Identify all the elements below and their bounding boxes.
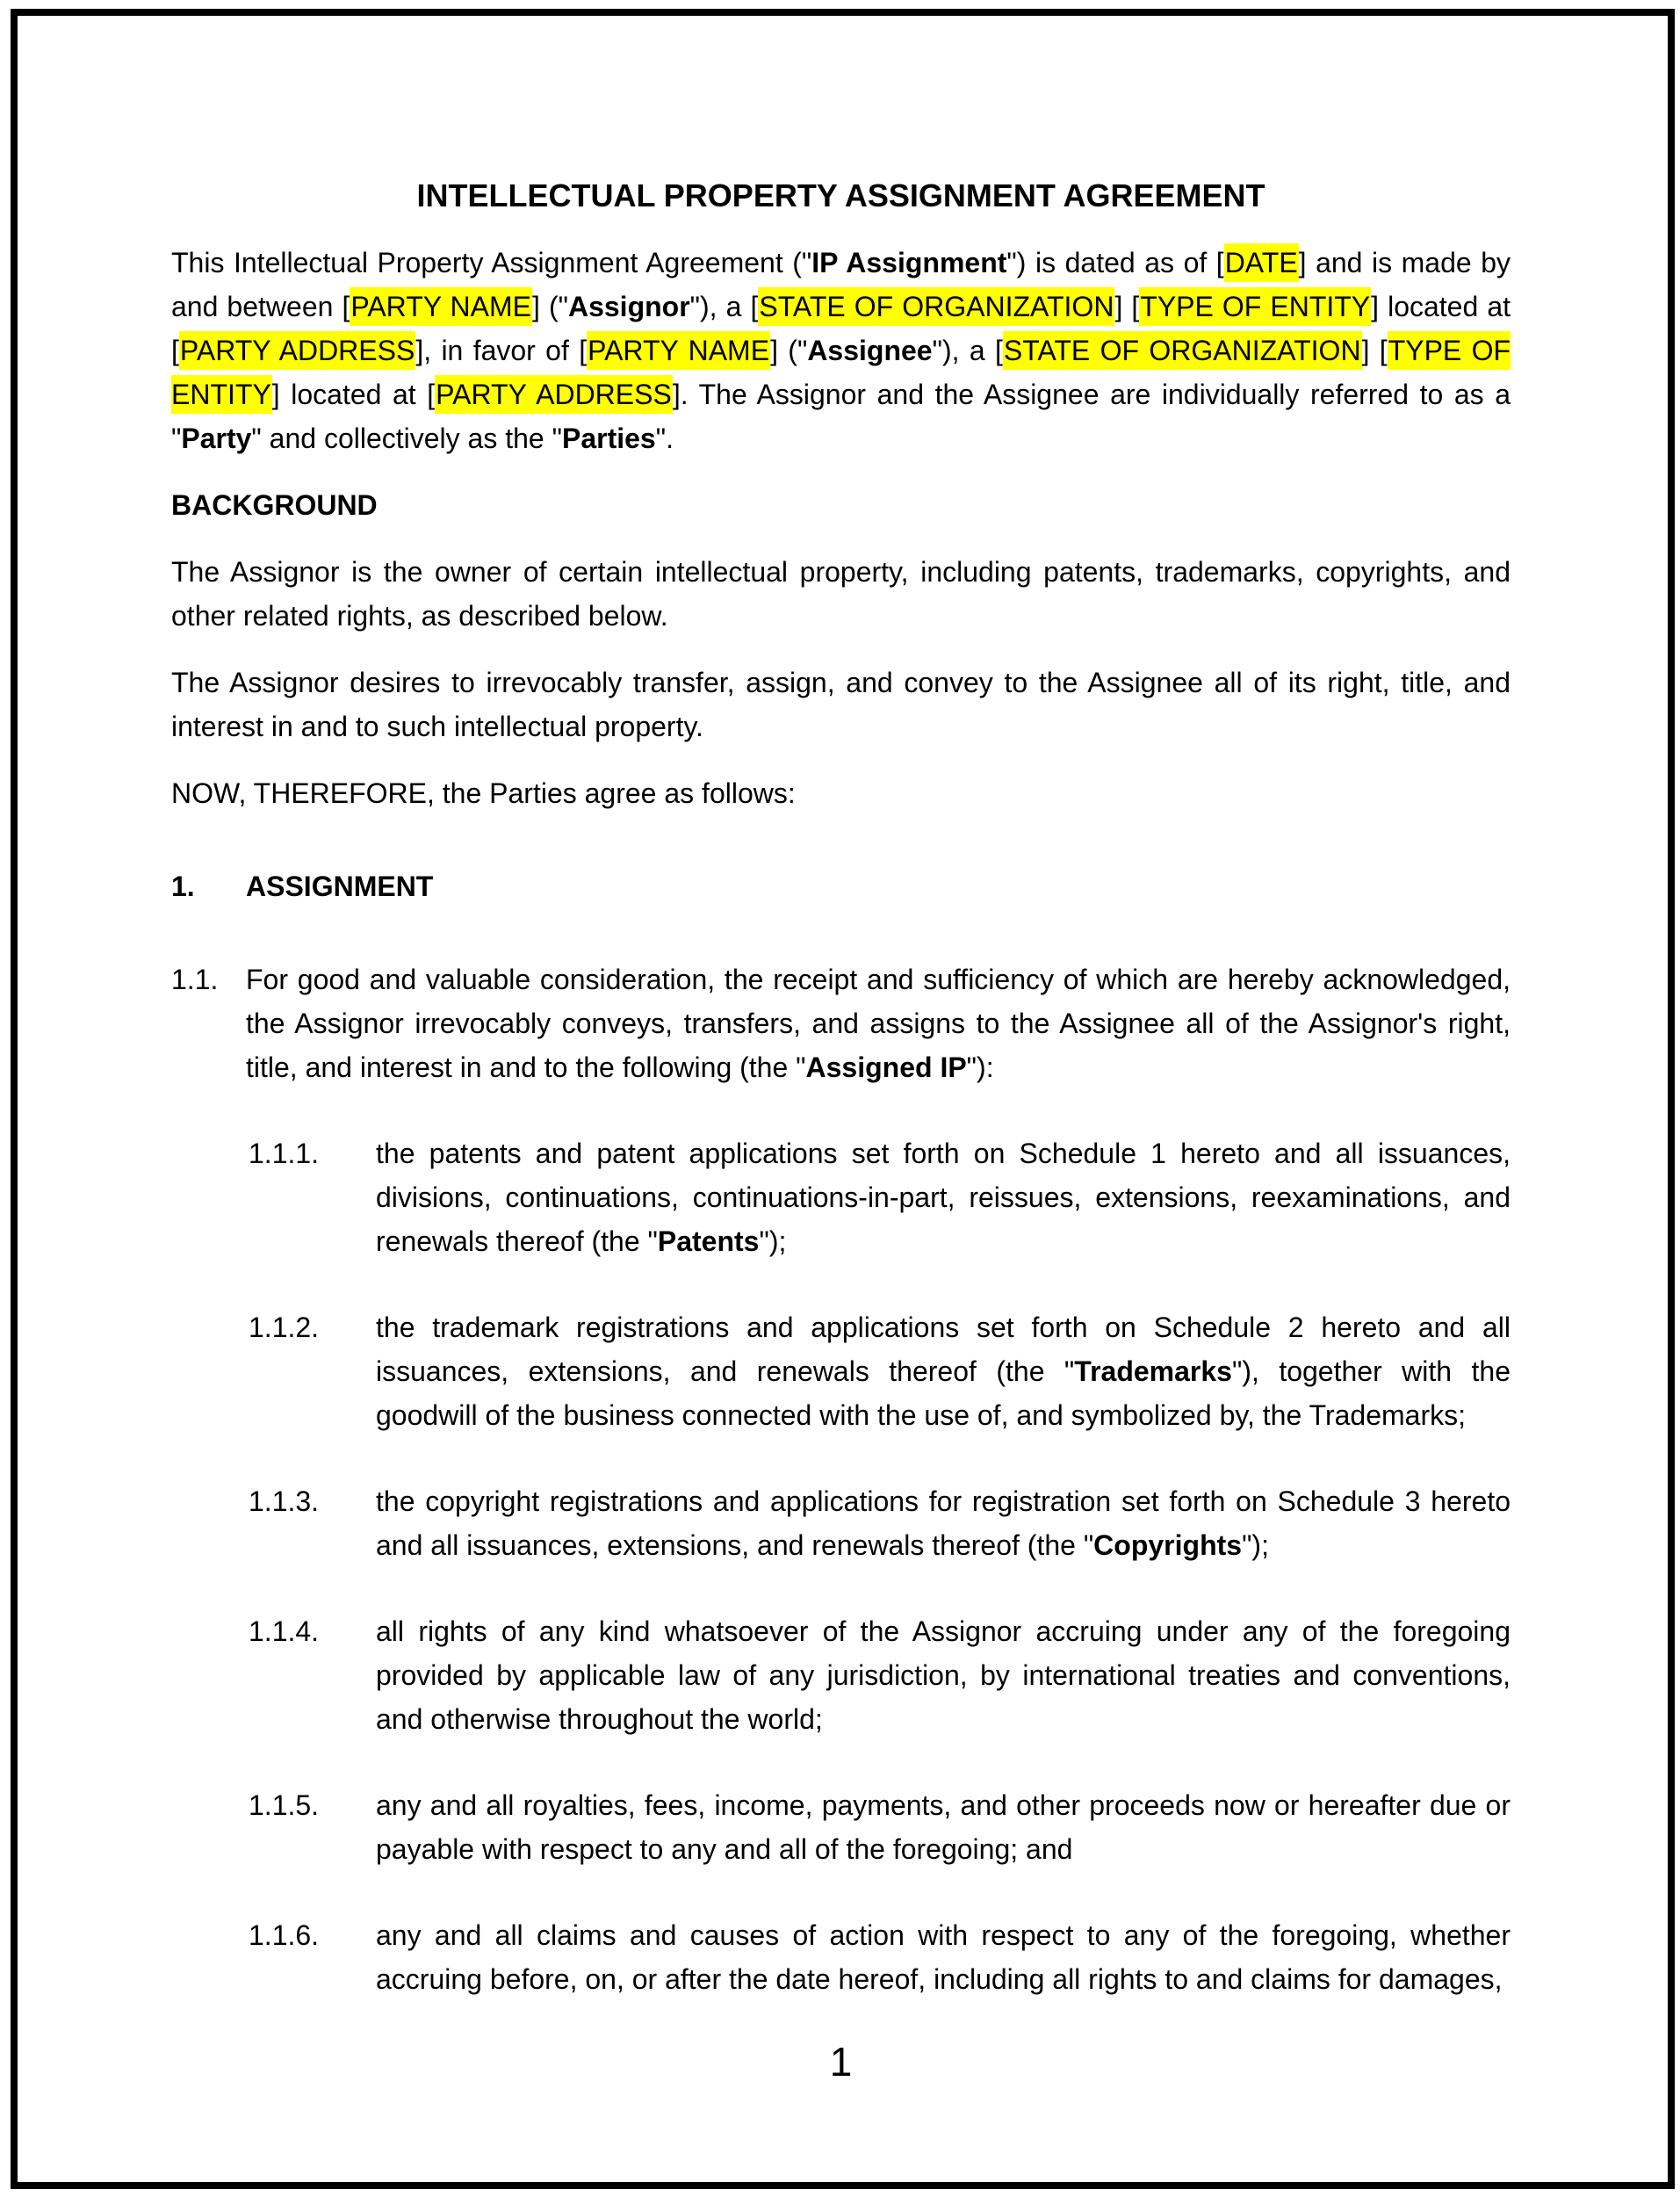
intro-paragraph: This Intellectual Property Assignment Agreement ("IP Assignment") is dated as of [DATE] and is made by and between [PARTY NAME] ("Assignor"), a [STATE OF ORGANIZATION] [TYPE OF ENTITY] located at [PARTY ADDRESS], in favor of [PARTY NAME] ("Assignee"), a [STATE OF ORGANIZATION] [TYPE OF ENTITY] located at [PARTY ADDRESS]. The Assignor and the Assignee are individually referred to as a "Party" and collectively as the "Parties". [171, 241, 1511, 460]
subclause-1-1-5-number: 1.1.5. [249, 1789, 320, 1821]
highlighted-placeholder: PARTY NAME [587, 331, 770, 370]
highlighted-placeholder: TYPE OF ENTITY [171, 331, 1511, 414]
highlighted-placeholder: PARTY ADDRESS [435, 375, 673, 414]
highlighted-placeholder: PARTY NAME [350, 287, 532, 326]
background-paragraph-2: The Assignor desires to irrevocably transfer, assign, and convey to the Assignee all of its right, title, and interest in and to such intellectual property. [171, 667, 1511, 742]
subclause-1-1-3-number: 1.1.3. [249, 1485, 320, 1517]
document-page [171, 0, 1511, 2084]
now-therefore-paragraph: NOW, THEREFORE, the Parties agree as follows: [171, 777, 796, 809]
page-number: 1 [829, 2039, 853, 2085]
clause-1-1: 1.1. For good and valuable consideration, the receipt and sufficiency of which are hereby acknowledged, the Assignor irrevocably conveys, transfers, and assigns to the Assignee all of the Assignor's right, title, and interest in and to the following (the "Assigned IP"): [171, 958, 1511, 1089]
highlighted-placeholder: STATE OF ORGANIZATION [758, 287, 1114, 326]
background-heading: BACKGROUND [171, 489, 378, 521]
highlighted-placeholder: PARTY ADDRESS [179, 331, 415, 370]
highlighted-placeholder: TYPE OF ENTITY [1139, 287, 1371, 326]
section-1-heading [171, 864, 1511, 908]
subclause-1-1-3: 1.1.3. the copyright registrations and applications for registration set forth on Schedule 3 hereto and all issuances, extensions, and renewals thereof (the "Copyrights"); [171, 1479, 1511, 1567]
section-1-title: ASSIGNMENT [246, 871, 434, 902]
background-paragraph-1: The Assignor is the owner of certain intellectual property, including patents, trademarks, copyrights, and other related rights, as described below. [171, 556, 1511, 632]
section-1-number: 1. [171, 871, 195, 902]
highlighted-placeholder: STATE OF ORGANIZATION [1003, 331, 1362, 370]
subclause-1-1-2: 1.1.2. the trademark registrations and applications set forth on Schedule 2 hereto and all issuances, extensions, and renewals thereof (the "Trademarks"), together with the goodwill of the business connected with the use of, and symbolized by, the Trademarks; [171, 1305, 1511, 1437]
clause-1-1-number: 1.1. [171, 964, 219, 995]
subclause-1-1-5: 1.1.5. any and all royalties, fees, income, payments, and other proceeds now or hereafter due or payable with respect to any and all of the foregoing; and [171, 1783, 1511, 1871]
document-title: INTELLECTUAL PROPERTY ASSIGNMENT AGREEMENT [416, 177, 1265, 213]
subclause-1-1-4-number: 1.1.4. [249, 1615, 320, 1647]
subclause-1-1-1-number: 1.1.1. [249, 1138, 320, 1169]
subclause-1-1-2-number: 1.1.2. [249, 1312, 320, 1343]
subclause-1-1-1: 1.1.1. the patents and patent applications set forth on Schedule 1 hereto and all issuances, divisions, continuations, continuations-in-part, reissues, extensions, reexaminations, and renewals thereof (the "Patents"); [171, 1131, 1511, 1263]
subclause-1-1-6-number: 1.1.6. [249, 1919, 320, 1951]
highlighted-placeholder: DATE [1224, 243, 1299, 282]
subclause-1-1-4: 1.1.4. all rights of any kind whatsoever of the Assignor accruing under any of the foregoing provided by applicable law of any jurisdiction, by international treaties and conventions, and otherwise throughout the world; [171, 1609, 1511, 1741]
subclause-1-1-6: 1.1.6. any and all claims and causes of action with respect to any of the foregoing, whether accruing before, on, or after the date hereof, including all rights to and claims for damages, [171, 1913, 1511, 2001]
